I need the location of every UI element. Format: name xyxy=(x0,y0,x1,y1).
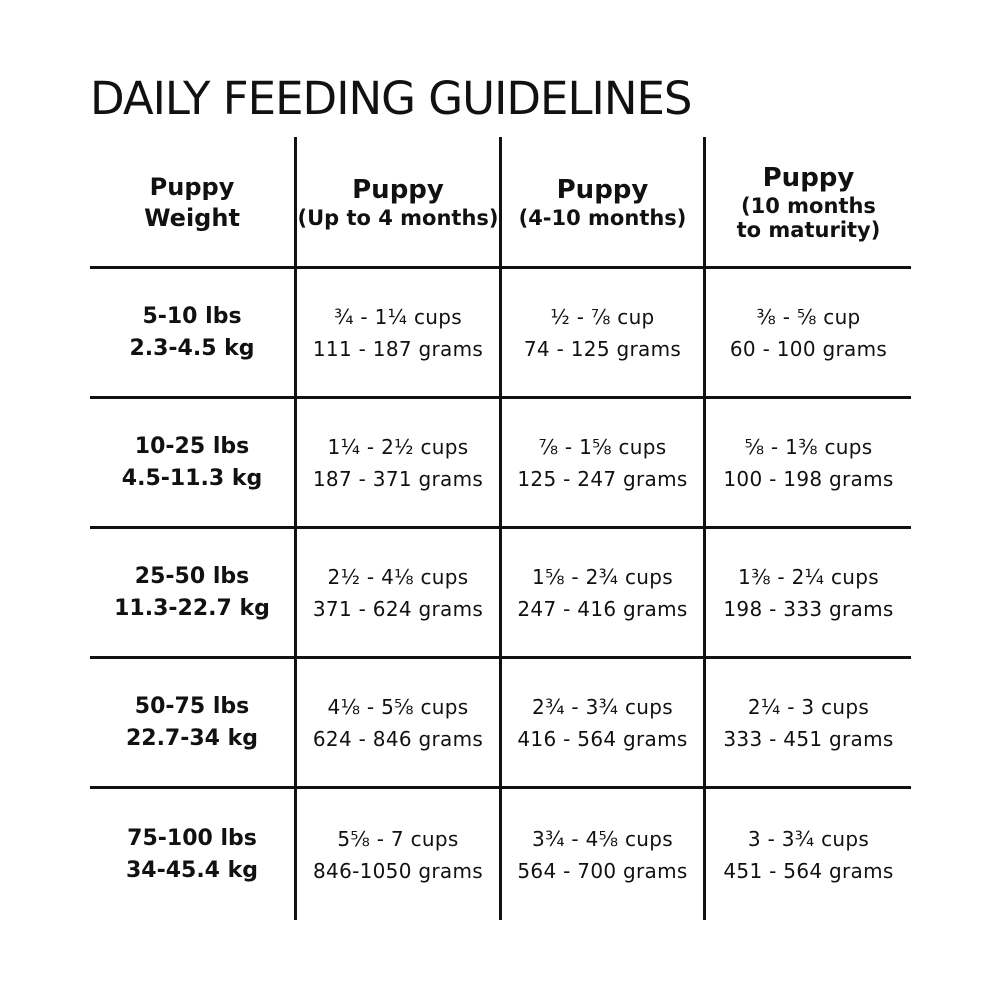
table-cell xyxy=(502,659,703,786)
table-row-weight xyxy=(90,529,294,656)
header-weight-line: Puppy xyxy=(149,172,235,201)
header-weight xyxy=(90,140,294,266)
amount-cups: 1⅜ - 2¼ cups xyxy=(738,564,879,589)
amount-cups: 2¼ - 3 cups xyxy=(747,694,870,719)
amount-grams: 846-1050 grams xyxy=(313,858,483,883)
amount-grams: 624 - 846 grams xyxy=(312,726,484,751)
header-4-10-months xyxy=(502,140,703,266)
header-sub: (10 months xyxy=(741,193,876,218)
weight-lbs: 10-25 lbs xyxy=(134,433,250,459)
table-cell xyxy=(297,659,499,786)
amount-grams: 371 - 624 grams xyxy=(312,596,484,621)
amount-grams: 451 - 564 grams xyxy=(723,858,894,883)
weight-kg: 34-45.4 kg xyxy=(125,857,259,883)
amount-cups: ¾ - 1¼ cups xyxy=(334,304,462,329)
weight-kg: 22.7-34 kg xyxy=(125,725,259,751)
header-main: Puppy xyxy=(556,174,649,205)
amount-cups: 1¼ - 2½ cups xyxy=(327,434,469,459)
page-title: DAILY FEEDING GUIDELINES xyxy=(90,72,692,125)
table-cell xyxy=(502,529,703,656)
table-cell xyxy=(502,399,703,526)
header-sub: (4-10 months) xyxy=(518,205,687,230)
table-cell xyxy=(706,529,911,656)
table-cell xyxy=(706,269,911,396)
header-sub: to maturity) xyxy=(736,217,881,242)
table-cell xyxy=(706,789,911,920)
table-cell xyxy=(502,269,703,396)
amount-grams: 333 - 451 grams xyxy=(723,726,894,751)
amount-cups: 5⅝ - 7 cups xyxy=(337,826,459,851)
amount-grams: 111 - 187 grams xyxy=(312,336,484,361)
header-10-months-maturity xyxy=(706,140,911,266)
weight-lbs: 5-10 lbs xyxy=(142,303,242,329)
weight-lbs: 75-100 lbs xyxy=(127,825,257,851)
amount-grams: 187 - 371 grams xyxy=(312,466,484,491)
table-row-weight xyxy=(90,659,294,786)
amount-cups: ⅞ - 1⅝ cups xyxy=(538,434,667,459)
table-cell xyxy=(706,399,911,526)
table-cell xyxy=(502,789,703,920)
table-row-weight xyxy=(90,789,294,920)
amount-cups: 3¾ - 4⅝ cups xyxy=(532,826,673,851)
amount-grams: 100 - 198 grams xyxy=(723,466,894,491)
table-cell xyxy=(297,529,499,656)
amount-cups: 2½ - 4⅛ cups xyxy=(327,564,469,589)
header-up-to-4-months xyxy=(297,140,499,266)
header-sub: (Up to 4 months) xyxy=(297,205,499,230)
amount-cups: 1⅝ - 2¾ cups xyxy=(532,564,673,589)
amount-grams: 564 - 700 grams xyxy=(517,858,688,883)
amount-cups: ⅜ - ⅝ cup xyxy=(756,304,861,329)
weight-kg: 11.3-22.7 kg xyxy=(114,595,270,621)
weight-lbs: 50-75 lbs xyxy=(134,693,250,719)
table-row-weight xyxy=(90,399,294,526)
amount-grams: 125 - 247 grams xyxy=(517,466,688,491)
amount-cups: 3 - 3¾ cups xyxy=(747,826,870,851)
amount-grams: 74 - 125 grams xyxy=(523,336,682,361)
amount-grams: 198 - 333 grams xyxy=(723,596,894,621)
table-row-weight xyxy=(90,269,294,396)
weight-kg: 2.3-4.5 kg xyxy=(129,335,255,361)
amount-cups: 4⅛ - 5⅝ cups xyxy=(327,694,469,719)
table-cell xyxy=(297,789,499,920)
amount-cups: ⅝ - 1⅜ cups xyxy=(744,434,873,459)
amount-cups: 2¾ - 3¾ cups xyxy=(532,694,673,719)
amount-cups: ½ - ⅞ cup xyxy=(550,304,655,329)
weight-kg: 4.5-11.3 kg xyxy=(121,465,263,491)
table-cell xyxy=(297,269,499,396)
amount-grams: 247 - 416 grams xyxy=(517,596,688,621)
header-main: Puppy xyxy=(352,174,444,205)
header-weight-line: Weight xyxy=(144,204,240,232)
table-cell xyxy=(297,399,499,526)
amount-grams: 60 - 100 grams xyxy=(729,336,888,361)
amount-grams: 416 - 564 grams xyxy=(517,726,688,751)
weight-lbs: 25-50 lbs xyxy=(134,563,250,589)
header-main: Puppy xyxy=(762,162,855,193)
table-cell xyxy=(706,659,911,786)
